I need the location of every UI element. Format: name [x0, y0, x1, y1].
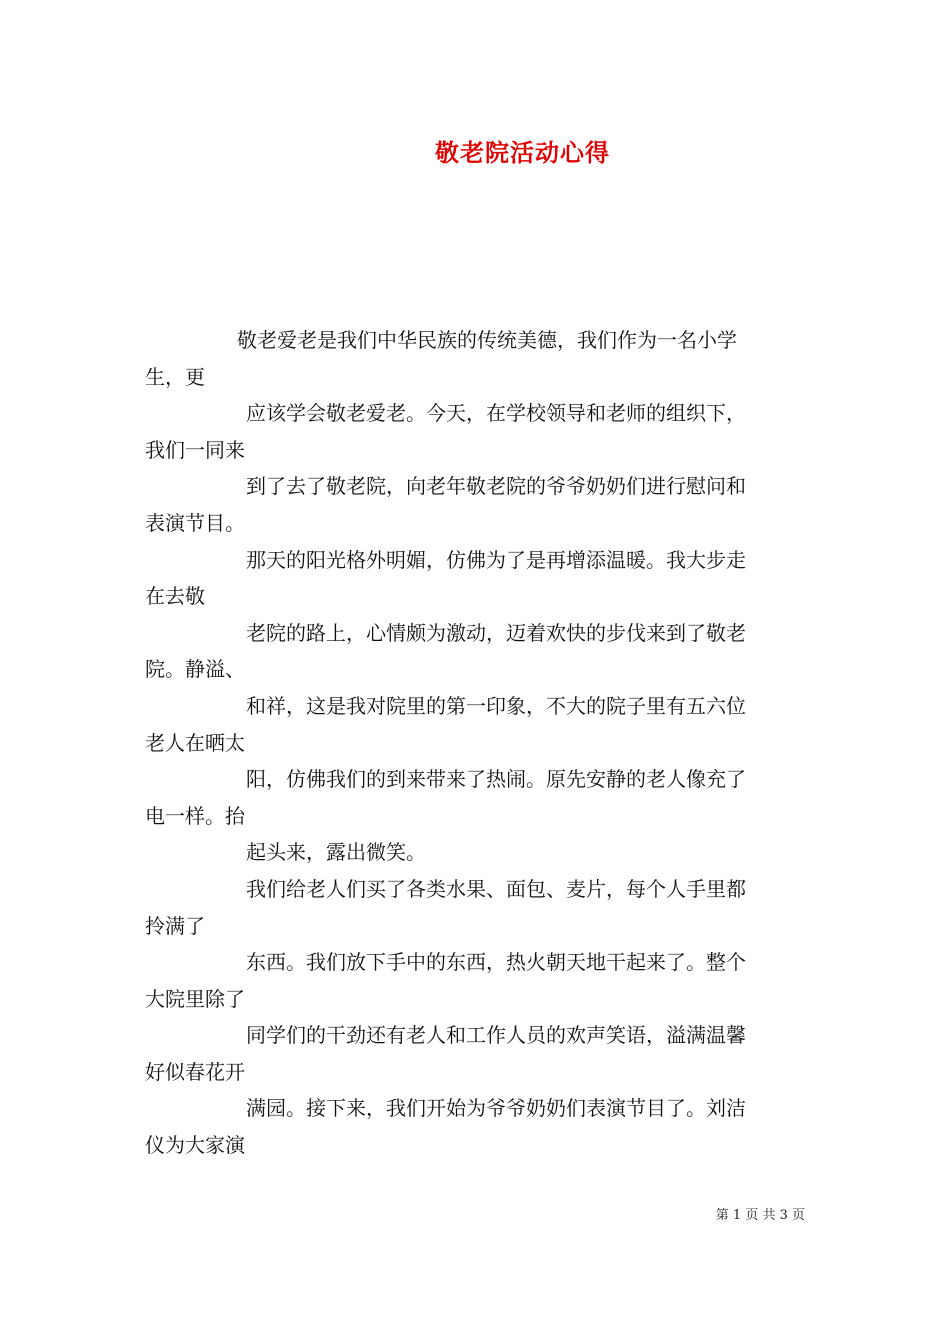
text-line: 阳，仿佛我们的到来带来了热闹。原先安静的老人像充了	[246, 767, 746, 792]
text-line: 敬老爱老是我们中华民族的传统美德，我们作为一名小学	[237, 328, 737, 352]
document-body	[145, 322, 815, 1164]
text-line: 起头来，露出微笑。	[246, 840, 426, 865]
text-line: 我们一同来	[145, 437, 245, 462]
text-line: 应该学会敬老爱老。今天，在学校领导和老师的组织下，	[246, 401, 746, 426]
page-indicator: 第 1 页 共 3 页	[715, 1208, 805, 1223]
text-line: 同学们的干劲还有老人和工作人员的欢声笑语，溢满温馨	[246, 1023, 746, 1048]
text-line: 那天的阳光格外明媚，仿佛为了是再增添温暖。我大步走	[246, 547, 746, 572]
text-line: 老人在晒太	[145, 730, 245, 755]
text-line: 表演节目。	[145, 510, 245, 535]
text-line: 生，更	[145, 364, 205, 389]
text-line: 好似春花开	[145, 1059, 245, 1084]
text-line: 满园。接下来，我们开始为爷爷奶奶们表演节目了。刘洁	[246, 1096, 746, 1121]
text-line: 和祥，这是我对院里的第一印象，不大的院子里有五六位	[246, 693, 746, 718]
text-line: 老院的路上，心情颇为激动，迈着欢快的步伐来到了敬老	[246, 620, 746, 645]
text-line: 在去敬	[145, 584, 205, 609]
text-line: 电一样。抬	[145, 803, 245, 828]
text-line: 到了去了敬老院，向老年敬老院的爷爷奶奶们进行慰问和	[246, 474, 746, 499]
text-line: 院。静溢、	[145, 657, 245, 682]
text-line: 我们给老人们买了各类水果、面包、麦片，每个人手里都	[246, 876, 746, 901]
text-line: 大院里除了	[145, 986, 245, 1011]
text-line: 拎满了	[145, 913, 205, 938]
text-line: 东西。我们放下手中的东西，热火朝天地干起来了。整个	[246, 950, 746, 975]
document-title: 敬老院活动心得	[435, 138, 610, 167]
text-line: 仪为大家演	[145, 1133, 245, 1158]
